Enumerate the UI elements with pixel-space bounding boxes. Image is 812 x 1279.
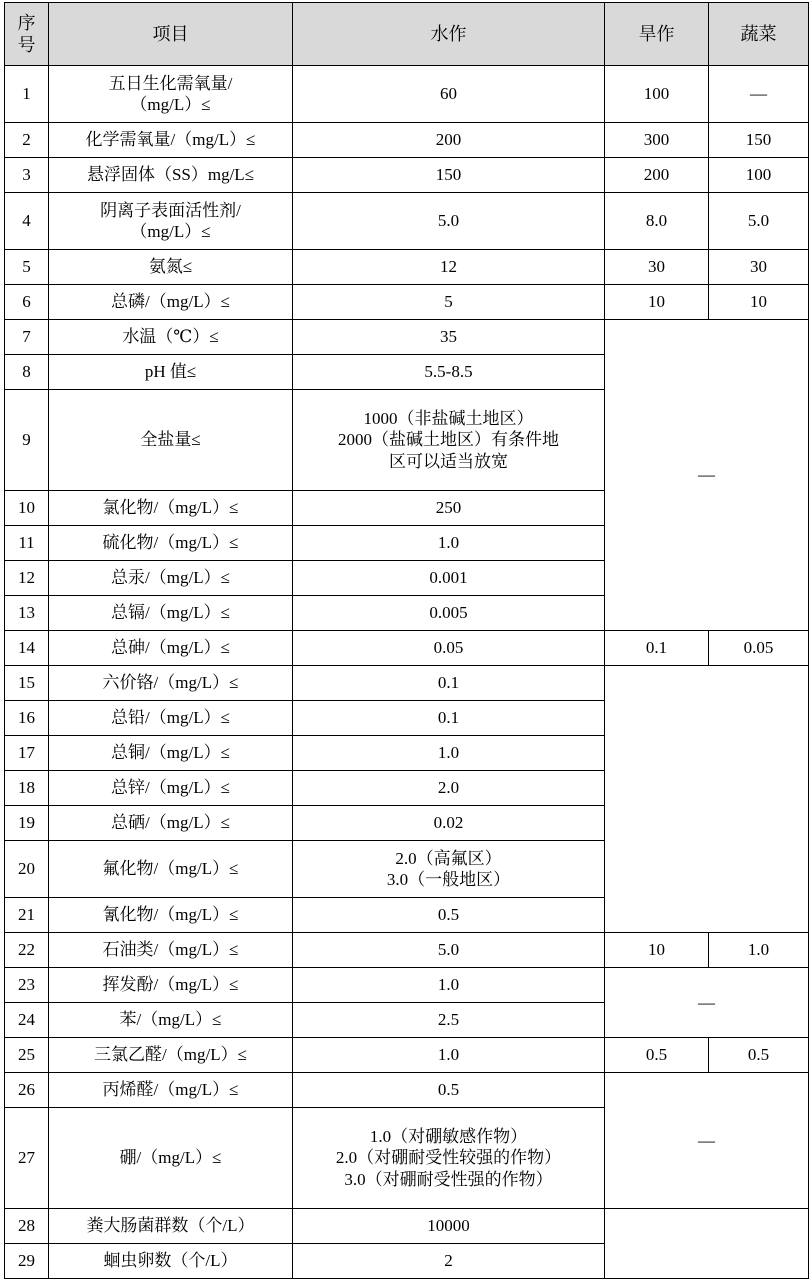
table-row <box>5 666 809 701</box>
row-value-vegetable: 0.05 <box>709 631 809 666</box>
table-row <box>5 158 809 193</box>
row-value-paddy: 250 <box>293 491 605 526</box>
table-row <box>5 1209 809 1244</box>
row-value-paddy: 1.0 <box>293 736 605 771</box>
row-index: 16 <box>5 701 49 736</box>
row-index: 13 <box>5 596 49 631</box>
row-item: 氯化物/（mg/L）≤ <box>49 491 293 526</box>
row-value-paddy: 12 <box>293 250 605 285</box>
row-item: 氰化物/（mg/L）≤ <box>49 898 293 933</box>
row-item: 总硒/（mg/L）≤ <box>49 806 293 841</box>
row-value-vegetable: 10 <box>709 285 809 320</box>
table-row <box>5 320 809 355</box>
row-value-vegetable: 30 <box>709 250 809 285</box>
table-body <box>5 66 809 1279</box>
table-row <box>5 1038 809 1073</box>
merged-dash-cell <box>605 666 809 933</box>
row-value-line: 1000（非盐碱土地区） <box>363 409 534 429</box>
row-value-vegetable: 150 <box>709 123 809 158</box>
row-value-paddy: 2.5 <box>293 1003 605 1038</box>
row-value-vegetable: 1.0 <box>709 933 809 968</box>
row-item: 总砷/（mg/L）≤ <box>49 631 293 666</box>
table-header <box>5 3 809 66</box>
row-index: 27 <box>5 1108 49 1209</box>
row-value-paddy: 10000 <box>293 1209 605 1244</box>
row-item: 三氯乙醛/（mg/L）≤ <box>49 1038 293 1073</box>
row-index: 12 <box>5 561 49 596</box>
table-row <box>5 631 809 666</box>
row-index: 19 <box>5 806 49 841</box>
row-value-dry: 300 <box>605 123 709 158</box>
row-value-paddy: 2 <box>293 1244 605 1279</box>
row-value-paddy: 1.0 <box>293 968 605 1003</box>
row-index: 21 <box>5 898 49 933</box>
row-value-paddy: 0.5 <box>293 1073 605 1108</box>
row-item-line: 五日生化需氧量/ <box>108 73 233 93</box>
row-value-paddy: 1.0 <box>293 1038 605 1073</box>
row-index: 9 <box>5 390 49 491</box>
column-header-dry: 旱作 <box>605 3 709 66</box>
row-item: 总铅/（mg/L）≤ <box>49 701 293 736</box>
row-index: 26 <box>5 1073 49 1108</box>
row-item: 总锌/（mg/L）≤ <box>49 771 293 806</box>
row-item-line: （mg/L）≤ <box>130 95 211 114</box>
table-row <box>5 1073 809 1108</box>
table-row <box>5 66 809 123</box>
row-value-line: 区可以适当放宽 <box>389 451 508 471</box>
table-row <box>5 285 809 320</box>
row-value-dry: 0.5 <box>605 1038 709 1073</box>
row-value-vegetable: 0.5 <box>709 1038 809 1073</box>
row-item: 水温（℃）≤ <box>49 320 293 355</box>
merged-empty-cell <box>605 1209 809 1279</box>
row-value-vegetable: 5.0 <box>709 193 809 250</box>
column-header-item: 项目 <box>49 3 293 66</box>
row-value-paddy: 200 <box>293 123 605 158</box>
row-value-dry: 10 <box>605 933 709 968</box>
row-index: 25 <box>5 1038 49 1073</box>
merged-dash-cell: — <box>605 1073 809 1209</box>
row-value-paddy: 150 <box>293 158 605 193</box>
table-row <box>5 250 809 285</box>
row-value-paddy: 2.0 <box>293 771 605 806</box>
row-value-dry: 0.1 <box>605 631 709 666</box>
column-header-index: 序 号 <box>5 3 49 66</box>
row-value-paddy: 0.5 <box>293 898 605 933</box>
table-row <box>5 968 809 1003</box>
column-header-vegetable: 蔬菜 <box>709 3 809 66</box>
irrigation-water-quality-table <box>4 2 809 1279</box>
row-value-paddy: 5.0 <box>293 193 605 250</box>
row-value-line: 2000（盐碱土地区）有条件地 <box>338 430 559 450</box>
row-index: 5 <box>5 250 49 285</box>
row-item: 化学需氧量/（mg/L）≤ <box>49 123 293 158</box>
merged-dash-cell: — <box>605 320 809 631</box>
row-value-line: 1.0（对硼敏感作物） <box>369 1127 528 1147</box>
table-header-row <box>5 3 809 66</box>
row-item: 六价铬/（mg/L）≤ <box>49 666 293 701</box>
row-index: 10 <box>5 491 49 526</box>
row-value-paddy: 0.005 <box>293 596 605 631</box>
row-index: 23 <box>5 968 49 1003</box>
row-index: 15 <box>5 666 49 701</box>
row-index: 17 <box>5 736 49 771</box>
row-value-paddy: 0.02 <box>293 806 605 841</box>
row-item: 总汞/（mg/L）≤ <box>49 561 293 596</box>
row-item: 硫化物/（mg/L）≤ <box>49 526 293 561</box>
row-index: 18 <box>5 771 49 806</box>
table-row <box>5 933 809 968</box>
row-index: 29 <box>5 1244 49 1279</box>
row-value-vegetable: 100 <box>709 158 809 193</box>
row-value-paddy: 0.1 <box>293 666 605 701</box>
row-value-dry: 200 <box>605 158 709 193</box>
row-item: 石油类/（mg/L）≤ <box>49 933 293 968</box>
row-value-paddy <box>293 841 605 898</box>
row-index: 24 <box>5 1003 49 1038</box>
row-item: 挥发酚/（mg/L）≤ <box>49 968 293 1003</box>
row-value-paddy <box>293 390 605 491</box>
row-value-vegetable: — <box>709 66 809 123</box>
row-index: 7 <box>5 320 49 355</box>
row-value-paddy: 0.1 <box>293 701 605 736</box>
row-index: 14 <box>5 631 49 666</box>
row-value-paddy: 0.05 <box>293 631 605 666</box>
row-value-paddy: 5 <box>293 285 605 320</box>
row-index: 8 <box>5 355 49 390</box>
row-item: 悬浮固体（SS）mg/L≤ <box>49 158 293 193</box>
row-item: 硼/（mg/L）≤ <box>49 1108 293 1209</box>
row-item: 总镉/（mg/L）≤ <box>49 596 293 631</box>
row-value-line: 2.0（对硼耐受性较强的作物） <box>335 1148 562 1168</box>
row-item: 苯/（mg/L）≤ <box>49 1003 293 1038</box>
row-index: 2 <box>5 123 49 158</box>
row-index: 11 <box>5 526 49 561</box>
row-value-dry: 30 <box>605 250 709 285</box>
row-index: 4 <box>5 193 49 250</box>
row-item: pH 值≤ <box>49 355 293 390</box>
row-index: 1 <box>5 66 49 123</box>
row-item: 丙烯醛/（mg/L）≤ <box>49 1073 293 1108</box>
row-item <box>49 193 293 250</box>
row-value-paddy: 5.0 <box>293 933 605 968</box>
table-row <box>5 193 809 250</box>
row-index: 6 <box>5 285 49 320</box>
row-value-paddy <box>293 1108 605 1209</box>
row-item: 粪大肠菌群数（个/L） <box>49 1209 293 1244</box>
row-item: 氟化物/（mg/L）≤ <box>49 841 293 898</box>
row-value-paddy: 1.0 <box>293 526 605 561</box>
row-value-paddy: 60 <box>293 66 605 123</box>
row-value-dry: 100 <box>605 66 709 123</box>
row-item: 全盐量≤ <box>49 390 293 491</box>
row-index: 20 <box>5 841 49 898</box>
merged-dash-cell: — <box>605 968 809 1038</box>
row-item: 总磷/（mg/L）≤ <box>49 285 293 320</box>
row-item: 总铜/（mg/L）≤ <box>49 736 293 771</box>
row-value-line: 3.0（一般地区） <box>386 870 511 889</box>
row-item-line: 阴离子表面活性剂/ <box>100 200 241 220</box>
row-value-line: 3.0（对硼耐受性强的作物） <box>344 1169 553 1189</box>
row-item: 氨氮≤ <box>49 250 293 285</box>
row-value-paddy: 0.001 <box>293 561 605 596</box>
column-header-paddy: 水作 <box>293 3 605 66</box>
row-value-paddy: 35 <box>293 320 605 355</box>
row-value-dry: 8.0 <box>605 193 709 250</box>
row-item: 蛔虫卵数（个/L） <box>49 1244 293 1279</box>
row-value-paddy: 5.5-8.5 <box>293 355 605 390</box>
row-index: 28 <box>5 1209 49 1244</box>
table-row <box>5 123 809 158</box>
row-item-line: （mg/L）≤ <box>130 222 211 241</box>
row-index: 3 <box>5 158 49 193</box>
row-index: 22 <box>5 933 49 968</box>
row-value-dry: 10 <box>605 285 709 320</box>
row-value-line: 2.0（高氟区） <box>395 848 502 868</box>
row-item <box>49 66 293 123</box>
